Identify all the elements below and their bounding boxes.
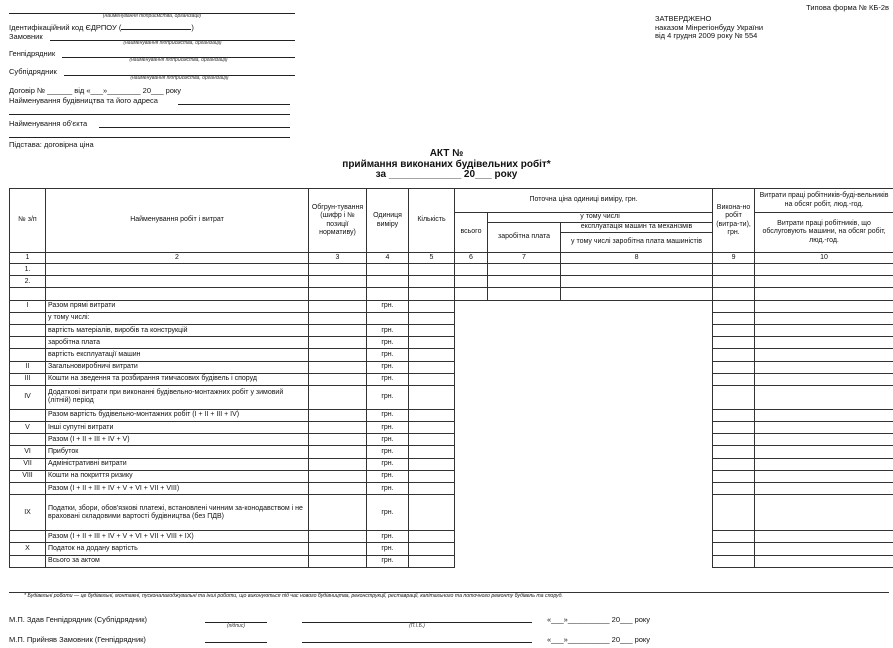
table-row xyxy=(10,531,893,543)
row-number xyxy=(10,555,46,567)
row-name: Разом (I + II + III + IV + V + VI + VII + VIII) xyxy=(46,483,309,495)
row-number: IX xyxy=(10,495,46,531)
row-labor[interactable] xyxy=(755,373,893,385)
header-done: Викона-но робіт (витра-ти), грн. xyxy=(713,189,755,253)
row-basis[interactable] xyxy=(309,470,367,482)
header-labor-machines: Витрати праці робітників, що обслуговують машини, на обсяг робіт, люд.-год. xyxy=(755,213,893,253)
handed-name[interactable] xyxy=(302,614,532,623)
row-unit: грн. xyxy=(367,361,409,373)
row-done[interactable] xyxy=(713,483,755,495)
table-row xyxy=(10,495,893,531)
row-qty[interactable] xyxy=(409,337,455,349)
row-number xyxy=(10,531,46,543)
row-name: Податки, збори, обов'язкові платежі, встановлені чинним за-конодавством і не враховані складовими вартості будівництва (без ПДВ) xyxy=(46,495,309,531)
row-number: X xyxy=(10,543,46,555)
row-number: VIII xyxy=(10,470,46,482)
header-machines-salary: у тому числі заробітна плата машиністів xyxy=(561,233,713,253)
footnote: * Будівельні роботи — це будівельні, монтажні, пусконалагоджувальні та інші роботи, що виконуються під час нового будівництва, реконструкції, реставрації, капітального та поточного ремонту будівель та споруд. xyxy=(24,593,563,599)
row-number: IV xyxy=(10,385,46,409)
row-qty[interactable] xyxy=(409,434,455,446)
row-number xyxy=(10,409,46,421)
header-num: № з/п xyxy=(10,189,46,253)
row-done[interactable] xyxy=(713,337,755,349)
row-labor[interactable] xyxy=(755,361,893,373)
customer-label: Замовник xyxy=(9,32,43,41)
row-labor[interactable] xyxy=(755,555,893,567)
row-done[interactable] xyxy=(713,458,755,470)
row-number xyxy=(10,324,46,336)
row-unit: грн. xyxy=(367,409,409,421)
row-unit: грн. xyxy=(367,531,409,543)
accepted-name[interactable] xyxy=(302,634,532,643)
row-number: V xyxy=(10,422,46,434)
row-done[interactable] xyxy=(713,495,755,531)
table-row xyxy=(10,422,893,434)
row-qty[interactable] xyxy=(409,373,455,385)
row-qty[interactable] xyxy=(409,446,455,458)
row-unit xyxy=(367,312,409,324)
row-name: Інші супутні витрати xyxy=(46,422,309,434)
row-number: VI xyxy=(10,446,46,458)
basis-label: Підстава: договірна ціна xyxy=(9,140,94,149)
row-unit: грн. xyxy=(367,470,409,482)
row-name: вартість матеріалів, виробів та конструкцій xyxy=(46,324,309,336)
row-basis[interactable] xyxy=(309,458,367,470)
row-done[interactable] xyxy=(713,531,755,543)
row-unit: грн. xyxy=(367,300,409,312)
row-basis[interactable] xyxy=(309,337,367,349)
row-basis[interactable] xyxy=(309,446,367,458)
row-done[interactable] xyxy=(713,324,755,336)
col-number: 3 xyxy=(309,253,367,264)
table-row xyxy=(10,276,893,288)
row-done[interactable] xyxy=(713,300,755,312)
table-row xyxy=(10,337,893,349)
general-contractor-label: Генпідрядник xyxy=(9,49,56,58)
row-unit: грн. xyxy=(367,337,409,349)
row-basis[interactable] xyxy=(309,324,367,336)
approval-line1: наказом Мінрегіонбуду України xyxy=(655,22,764,32)
table-row xyxy=(10,373,893,385)
header-incl: у тому числі xyxy=(488,213,713,223)
row-basis[interactable] xyxy=(309,483,367,495)
contract-label: Договір № ______ від «___»________ 20___ року xyxy=(9,86,182,95)
row-name: Кошти на зведення та розбирання тимчасових будівель і споруд xyxy=(46,373,309,385)
table-row xyxy=(10,385,893,409)
table-row xyxy=(10,483,893,495)
row-name: Разом прямі витрати xyxy=(46,300,309,312)
table-row xyxy=(10,300,893,312)
table-row xyxy=(10,543,893,555)
row-unit: грн. xyxy=(367,349,409,361)
row-unit: грн. xyxy=(367,458,409,470)
row-basis[interactable] xyxy=(309,385,367,409)
row-name: Прибуток xyxy=(46,446,309,458)
accepted-signature[interactable] xyxy=(205,634,267,643)
row-basis[interactable] xyxy=(309,434,367,446)
row-done[interactable] xyxy=(713,385,755,409)
row-labor[interactable] xyxy=(755,543,893,555)
act-title-line3: за _____________ 20___ року xyxy=(375,169,518,180)
handed-label: М.П. Здав Генпідрядник (Субпідрядник) xyxy=(9,615,148,624)
row-labor[interactable] xyxy=(755,385,893,409)
handed-signature[interactable] xyxy=(205,614,267,623)
row-qty[interactable] xyxy=(409,385,455,409)
header-machines: експлуатація машин та механізмів xyxy=(561,223,713,233)
row-number: III xyxy=(10,373,46,385)
row-number xyxy=(10,337,46,349)
construction-field-2[interactable] xyxy=(9,106,290,115)
row-unit: грн. xyxy=(367,543,409,555)
row-qty[interactable] xyxy=(409,422,455,434)
row-basis[interactable] xyxy=(309,361,367,373)
row-name: Загальновиробничі витрати xyxy=(46,361,309,373)
row-labor[interactable] xyxy=(755,312,893,324)
row-qty[interactable] xyxy=(409,300,455,312)
row-labor[interactable] xyxy=(755,458,893,470)
row-name: Податок на додану вартість xyxy=(46,543,309,555)
row-number: 1. xyxy=(10,264,46,276)
col-number: 1 xyxy=(10,253,46,264)
object-field[interactable] xyxy=(99,119,290,128)
accepted-date: «___»__________ 20___ року xyxy=(547,635,651,644)
row-basis[interactable] xyxy=(309,349,367,361)
header-labor-group: Витрати праці робітників-буді-вельників на обсяг робіт, люд.-год. xyxy=(755,189,893,213)
table-row xyxy=(10,349,893,361)
row-qty[interactable] xyxy=(409,555,455,567)
act-title-line1: АКТ № xyxy=(429,148,464,159)
table-row xyxy=(10,288,893,300)
table-row xyxy=(10,446,893,458)
row-name: Разом (I + II + III + IV + V) xyxy=(46,434,309,446)
row-number xyxy=(10,483,46,495)
org-hint: (найменування підприємства, організації) xyxy=(102,13,202,19)
row-labor[interactable] xyxy=(755,531,893,543)
row-labor[interactable] xyxy=(755,495,893,531)
row-basis[interactable] xyxy=(309,531,367,543)
header-basis: Обгрун-тування (шифр і № позиції нормативу) xyxy=(309,189,367,253)
table-row xyxy=(10,361,893,373)
header-salary: заробітна плата xyxy=(488,223,561,253)
row-done[interactable] xyxy=(713,349,755,361)
act-title-line2: приймання виконаних будівельних робіт* xyxy=(342,158,551,170)
row-empty-area xyxy=(455,300,713,567)
approval-block xyxy=(655,15,763,41)
act-title xyxy=(0,149,893,181)
row-done[interactable] xyxy=(713,446,755,458)
table-row xyxy=(10,312,893,324)
row-basis[interactable] xyxy=(309,422,367,434)
header-unit: Одиниця виміру xyxy=(367,189,409,253)
edrpou-close: ) xyxy=(191,23,194,32)
row-unit: грн. xyxy=(367,385,409,409)
act-table xyxy=(9,188,893,568)
row-done[interactable] xyxy=(713,409,755,421)
row-basis[interactable] xyxy=(309,409,367,421)
row-number: II xyxy=(10,361,46,373)
approval-line2: від 4 грудня 2009 року № 554 xyxy=(655,31,758,41)
table-row xyxy=(10,324,893,336)
row-qty[interactable] xyxy=(409,324,455,336)
row-qty[interactable] xyxy=(409,543,455,555)
row-labor[interactable] xyxy=(755,409,893,421)
row-name: заробітна плата xyxy=(46,337,309,349)
header-total: всього xyxy=(455,213,488,253)
row-qty[interactable] xyxy=(409,531,455,543)
row-basis[interactable] xyxy=(309,555,367,567)
row-basis[interactable] xyxy=(309,300,367,312)
row-done[interactable] xyxy=(713,434,755,446)
handed-name-hint: (П.І.Б.) xyxy=(409,623,425,629)
row-number xyxy=(10,312,46,324)
row-done[interactable] xyxy=(713,373,755,385)
row-qty[interactable] xyxy=(409,361,455,373)
row-done[interactable] xyxy=(713,555,755,567)
row-name: Разом вартість будівельно-монтажних робіт (I + II + III + IV) xyxy=(46,409,309,421)
edrpou-field[interactable] xyxy=(121,22,191,30)
row-qty[interactable] xyxy=(409,483,455,495)
subcontractor-label: Субпідрядник xyxy=(9,67,57,76)
col-number: 2 xyxy=(46,253,309,264)
row-labor[interactable] xyxy=(755,324,893,336)
row-qty[interactable] xyxy=(409,312,455,324)
row-qty[interactable] xyxy=(409,409,455,421)
col-number: 9 xyxy=(713,253,755,264)
handed-date: «___»__________ 20___ року xyxy=(547,615,651,624)
row-labor[interactable] xyxy=(755,470,893,482)
row-labor[interactable] xyxy=(755,483,893,495)
row-done[interactable] xyxy=(713,543,755,555)
edrpou-label-text: Ідентифікаційний код ЄДРПОУ ( xyxy=(9,23,122,32)
approval-title: ЗАТВЕРДЖЕНО xyxy=(655,14,712,23)
table-row xyxy=(10,434,893,446)
row-unit: грн. xyxy=(367,495,409,531)
header-price-group: Поточна ціна одиниці виміру, грн. xyxy=(455,189,713,213)
row-basis[interactable] xyxy=(309,312,367,324)
row-basis[interactable] xyxy=(309,373,367,385)
col-number: 8 xyxy=(561,253,713,264)
row-unit: грн. xyxy=(367,422,409,434)
row-basis[interactable] xyxy=(309,495,367,531)
row-labor[interactable] xyxy=(755,446,893,458)
construction-label: Найменування будівництва та його адреса xyxy=(9,96,158,105)
col-number: 7 xyxy=(488,253,561,264)
accepted-label: М.П. Прийняв Замовник (Генпідрядник) xyxy=(9,635,146,644)
col-number: 5 xyxy=(409,253,455,264)
construction-field[interactable] xyxy=(178,96,290,105)
table-row xyxy=(10,458,893,470)
row-labor[interactable] xyxy=(755,434,893,446)
table-row xyxy=(10,555,893,567)
row-name: Додаткові витрати при виконанні будівельно-монтажних робіт у зимовий (літній) період xyxy=(46,385,309,409)
row-number xyxy=(10,434,46,446)
col-number: 6 xyxy=(455,253,488,264)
row-qty[interactable] xyxy=(409,470,455,482)
row-name: Разом (I + II + III + IV + V + VI + VII + VIII + IX) xyxy=(46,531,309,543)
general-contractor-hint: (найменування підприємства, організації) xyxy=(129,57,228,63)
row-labor[interactable] xyxy=(755,337,893,349)
table-row xyxy=(10,409,893,421)
col-number: 10 xyxy=(755,253,893,264)
row-name: вартість експлуатації машин xyxy=(46,349,309,361)
row-done[interactable] xyxy=(713,312,755,324)
header-name: Найменування робіт і витрат xyxy=(46,189,309,253)
row-name: Всього за актом xyxy=(46,555,309,567)
row-name: Кошти на покриття ризику xyxy=(46,470,309,482)
table-row xyxy=(10,470,893,482)
row-unit: грн. xyxy=(367,434,409,446)
row-number: 2. xyxy=(10,276,46,288)
header-qty: Кількість xyxy=(409,189,455,253)
row-number: VII xyxy=(10,458,46,470)
row-done[interactable] xyxy=(713,422,755,434)
row-unit: грн. xyxy=(367,555,409,567)
row-qty[interactable] xyxy=(409,495,455,531)
row-labor[interactable] xyxy=(755,422,893,434)
row-unit: грн. xyxy=(367,446,409,458)
row-number xyxy=(10,349,46,361)
row-done[interactable] xyxy=(713,470,755,482)
col-number: 4 xyxy=(367,253,409,264)
row-unit: грн. xyxy=(367,324,409,336)
row-unit: грн. xyxy=(367,483,409,495)
row-labor[interactable] xyxy=(755,300,893,312)
row-done[interactable] xyxy=(713,361,755,373)
row-qty[interactable] xyxy=(409,349,455,361)
row-labor[interactable] xyxy=(755,349,893,361)
row-qty[interactable] xyxy=(409,458,455,470)
object-label: Найменування об'єкта xyxy=(9,119,88,128)
row-name: Адміністративні витрати xyxy=(46,458,309,470)
row-number: I xyxy=(10,300,46,312)
handed-sign-hint: (підпис) xyxy=(227,623,245,629)
object-field-2[interactable] xyxy=(9,129,290,138)
table-row xyxy=(10,264,893,276)
subcontractor-hint: (найменування підприємства, організації) xyxy=(130,75,229,81)
form-type: Типова форма № КБ-2в xyxy=(806,3,889,12)
customer-hint: (найменування підприємства, організації) xyxy=(123,40,222,46)
row-unit: грн. xyxy=(367,373,409,385)
row-name: у тому числі: xyxy=(46,312,309,324)
row-basis[interactable] xyxy=(309,543,367,555)
